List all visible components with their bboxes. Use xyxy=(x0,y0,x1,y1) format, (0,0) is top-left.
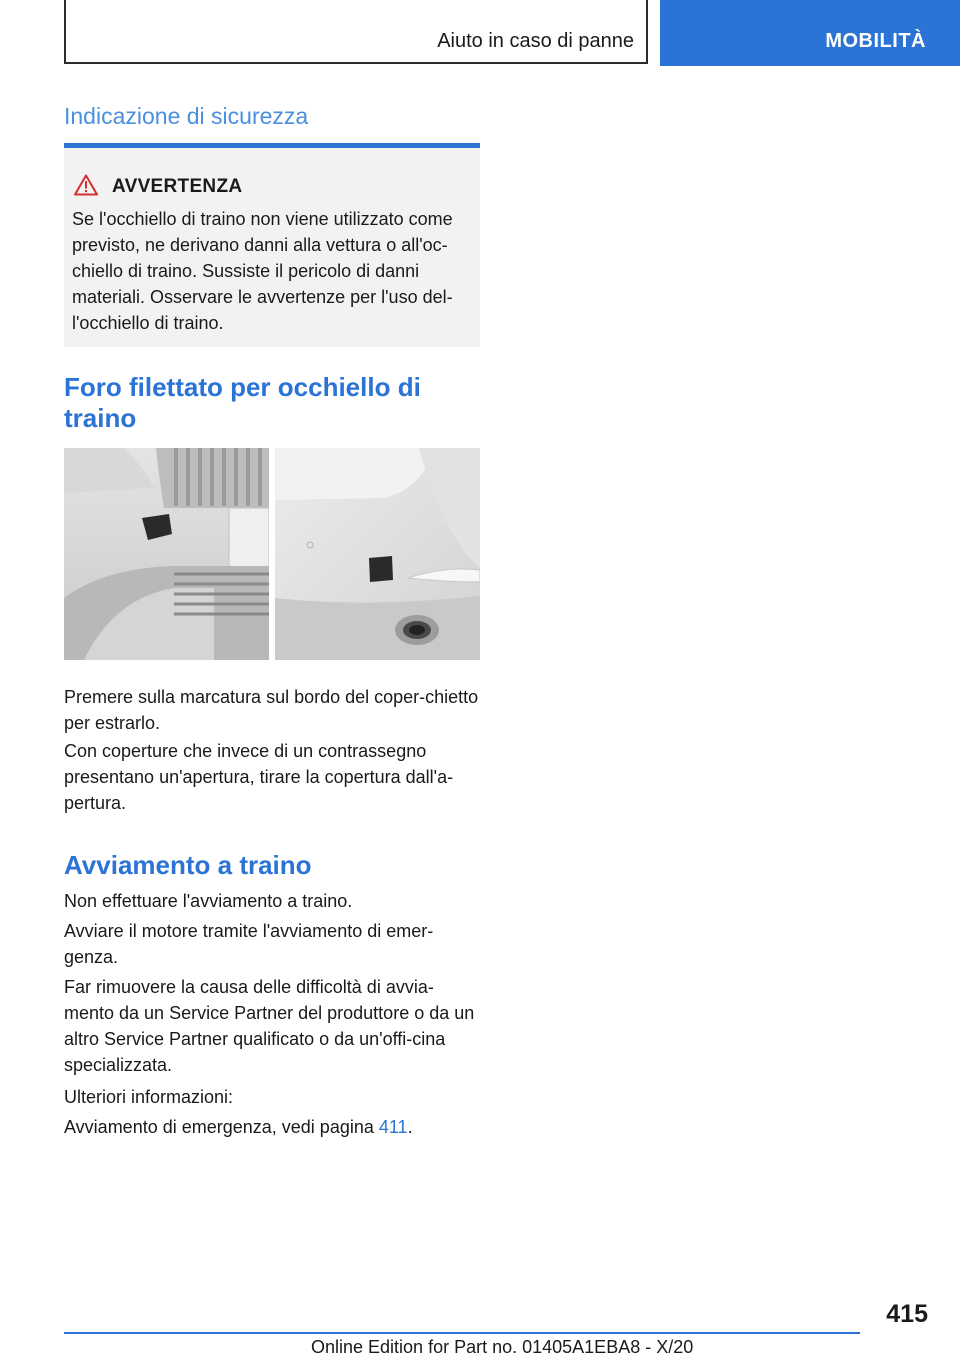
warning-title: AVVERTENZA xyxy=(112,176,243,197)
header-section-label: MOBILITÀ xyxy=(825,30,926,52)
footer-edition: Online Edition for Part no. 01405A1EBA8 - X/20 xyxy=(311,1337,694,1357)
thread-para-2: Con coperture che invece di un contrassegno presentano un'apertura, tirare la copertura dall'a-pertura. xyxy=(64,741,454,813)
warning-box xyxy=(64,143,480,347)
header-chapter-box xyxy=(64,0,648,64)
tow-start-para-5 xyxy=(64,1114,480,1140)
warning-text: Se l'occhiello di traino non viene utilizzato come previsto, ne derivano danni alla vettura o all'oc-chiello di traino. Sussiste il pericolo di danni materiali. Osservare le avvertenze per l'uso del-l'occhiello di traino. xyxy=(72,209,453,333)
warning-triangle-icon xyxy=(74,174,98,196)
reference-suffix: . xyxy=(407,1117,413,1137)
tow-start-para-3: Far rimuovere la causa delle difficoltà di avvia-mento da un Service Partner del produttore o da un altro Service Partner qualificato o da un'offi-cina specializzata. xyxy=(64,977,475,1075)
tow-start-heading: Avviamento a traino xyxy=(64,850,312,880)
header-section-tab xyxy=(660,0,960,66)
safety-heading: Indicazione di sicurezza xyxy=(64,103,309,129)
thread-para-1: Premere sulla marcatura sul bordo del coper-chietto per estrarlo. xyxy=(64,687,479,733)
thread-heading: Foro filettato per occhiello di traino xyxy=(64,372,421,433)
page-number: 415 xyxy=(886,1300,928,1328)
reference-text: Avviamento di emergenza, vedi pagina xyxy=(64,1117,379,1137)
tow-start-para-2: Avviare il motore tramite l'avviamento di emer-genza. xyxy=(64,921,434,967)
tow-start-para-4: Ulteriori informazioni: xyxy=(64,1087,234,1107)
tow-eye-thread-figure xyxy=(64,448,480,660)
footer-divider xyxy=(64,1332,860,1334)
header-chapter-title: Aiuto in caso di panne xyxy=(437,30,634,52)
page-reference-link[interactable]: 411 xyxy=(378,1117,408,1137)
tow-start-para-1: Non effettuare l'avviamento a traino. xyxy=(64,891,353,911)
